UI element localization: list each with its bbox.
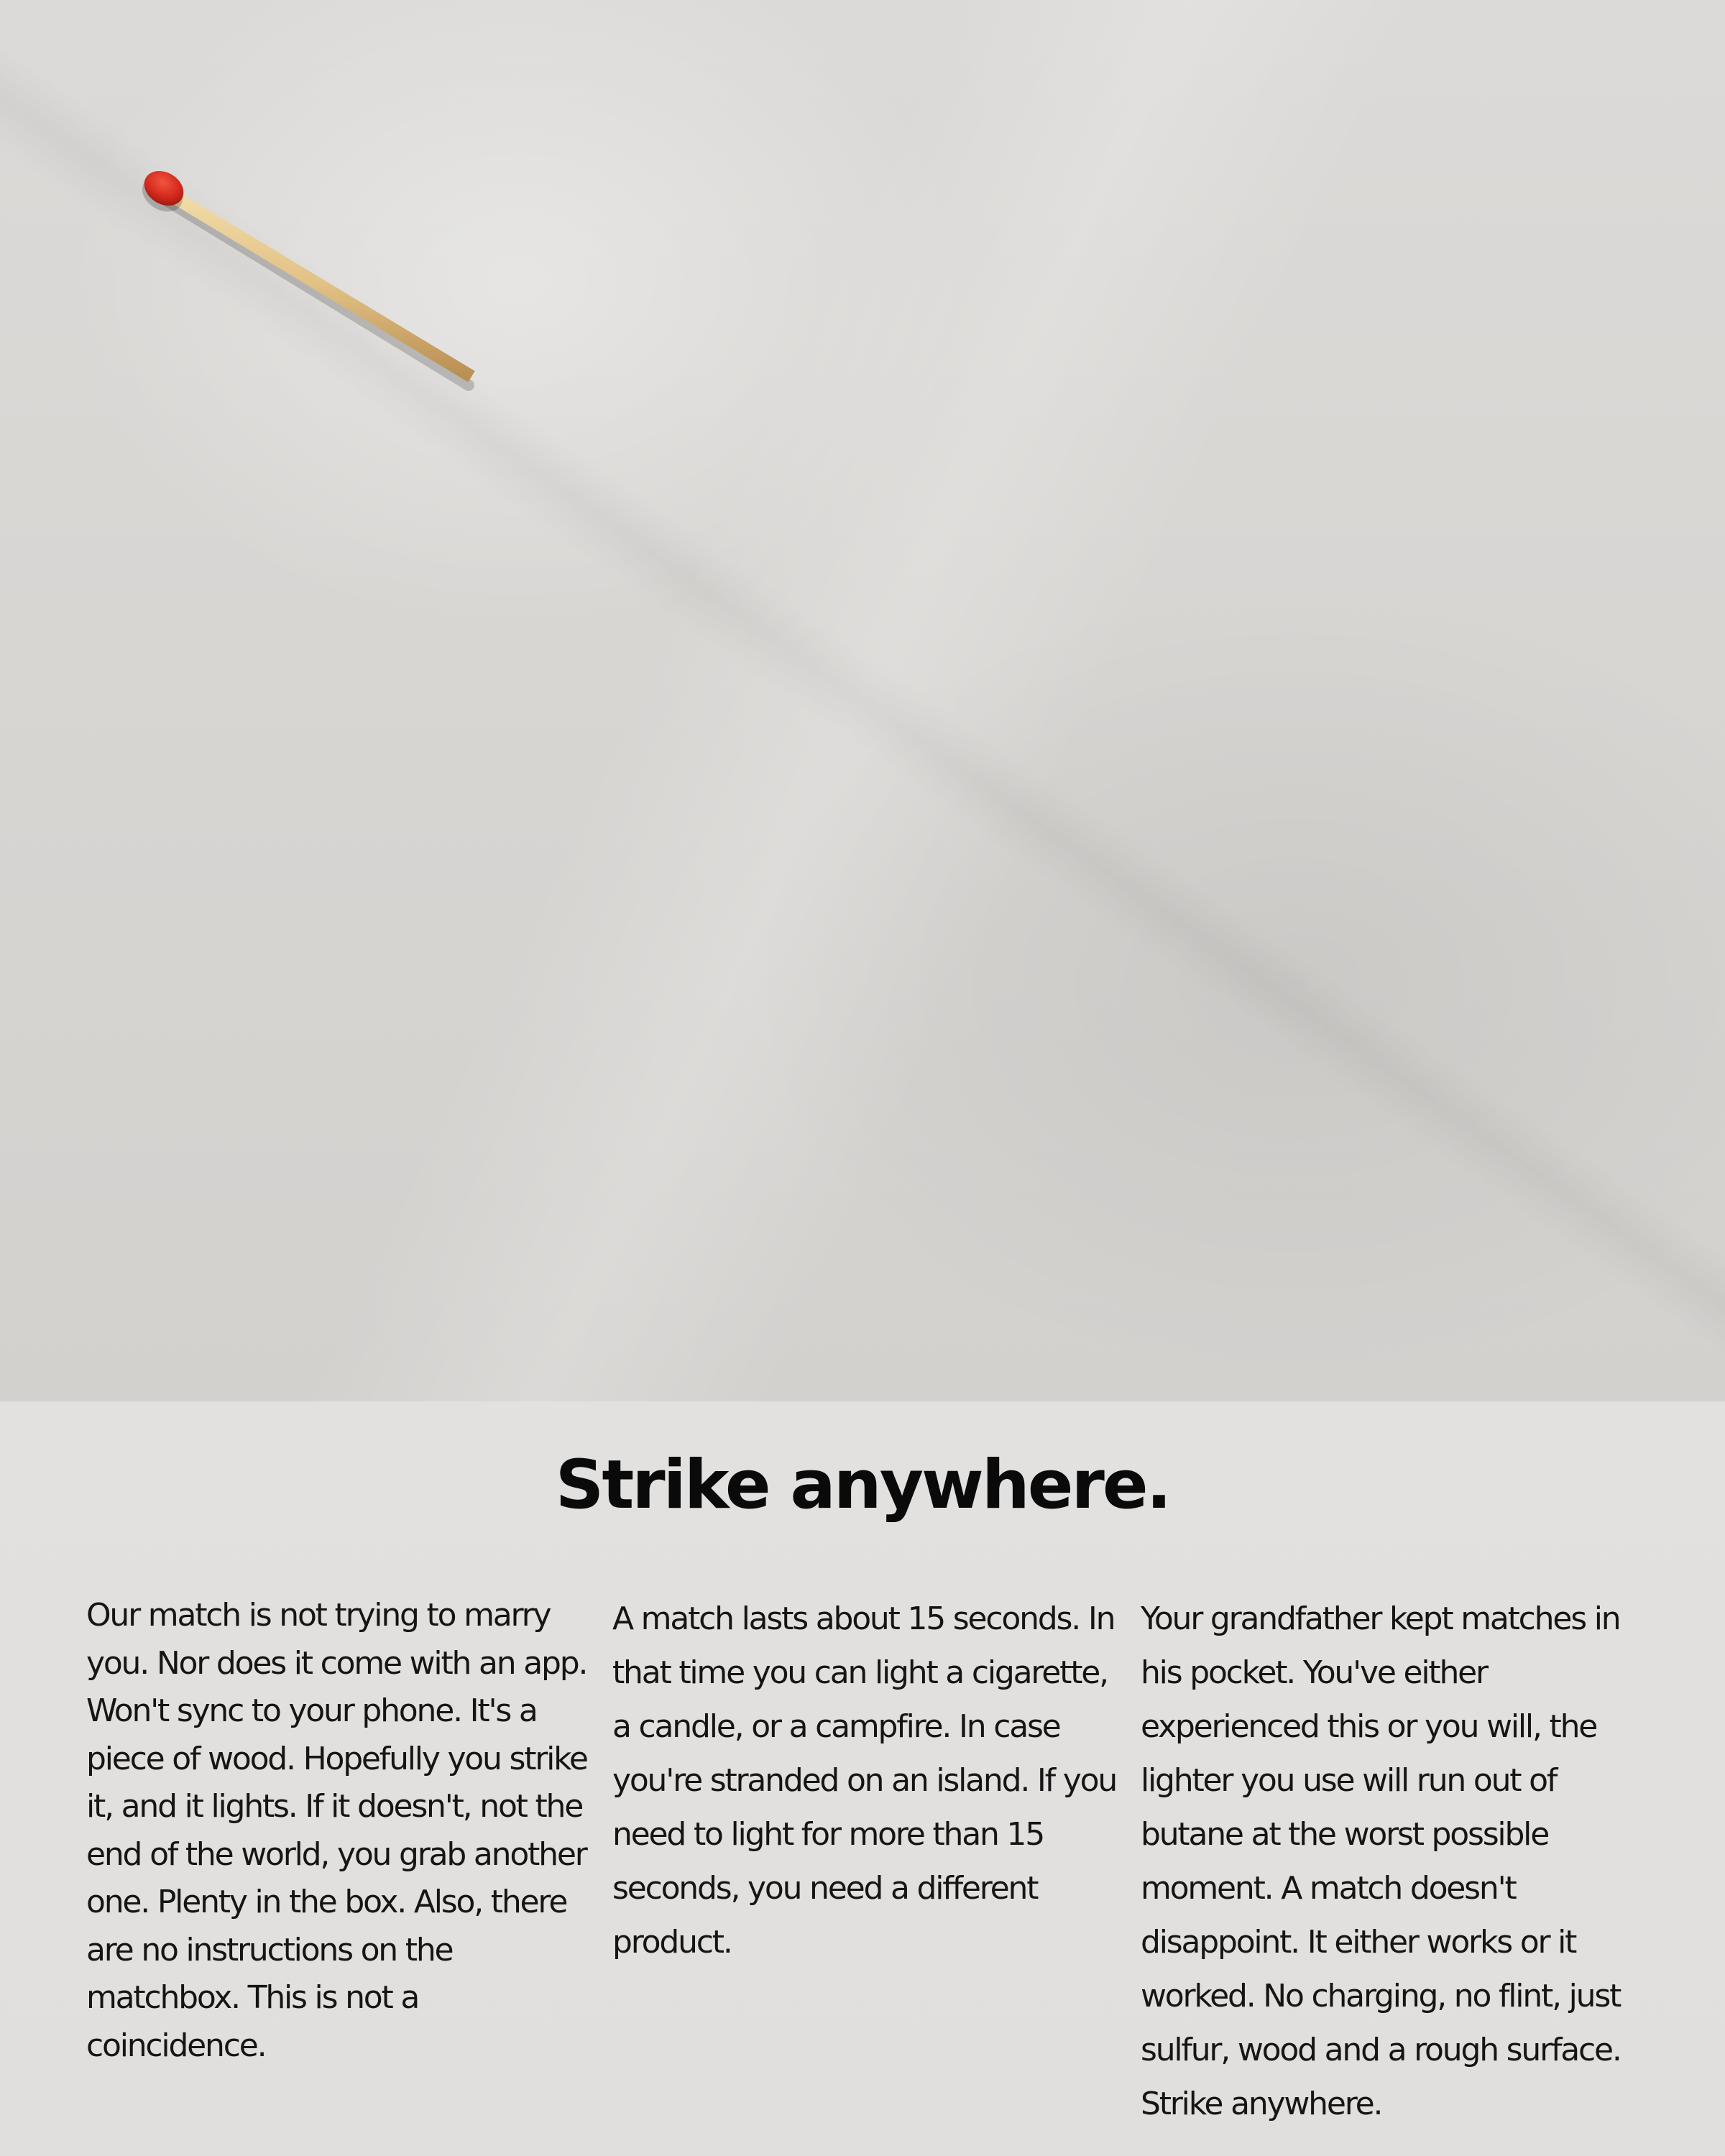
body-copy-column-2: A match lasts about 15 seconds. In that time you can light a cigarette, a candle, or a campfire. In case you're stranded on an island. If you need to light for more than 15 seconds, you need a different product. bbox=[612, 1600, 1117, 1961]
headline: Strike anywhere. bbox=[555, 1446, 1170, 1524]
body-copy-column-3: Your grandfather kept matches in his pocket. You've either experienced this or you will, the lighter you use will run out of butane at the worst possible moment. A match doesn't disappoint. It either works or it worked. No charging, no flint, just sulfur, wood and a rough surface. Strike anywhere. bbox=[1141, 1600, 1621, 2122]
body-copy-column-1: Our match is not trying to marry you. Nor does it come with an app. Won't sync to your phone. It's a piece of wood. Hopefully you strike it, and it lights. If it doesn't, not the end of the world, you grab another one. Plenty in the box. Also, there are no instructions on the matchbox. This is not a coincidence. bbox=[86, 1597, 587, 2064]
match-stick bbox=[167, 193, 472, 377]
